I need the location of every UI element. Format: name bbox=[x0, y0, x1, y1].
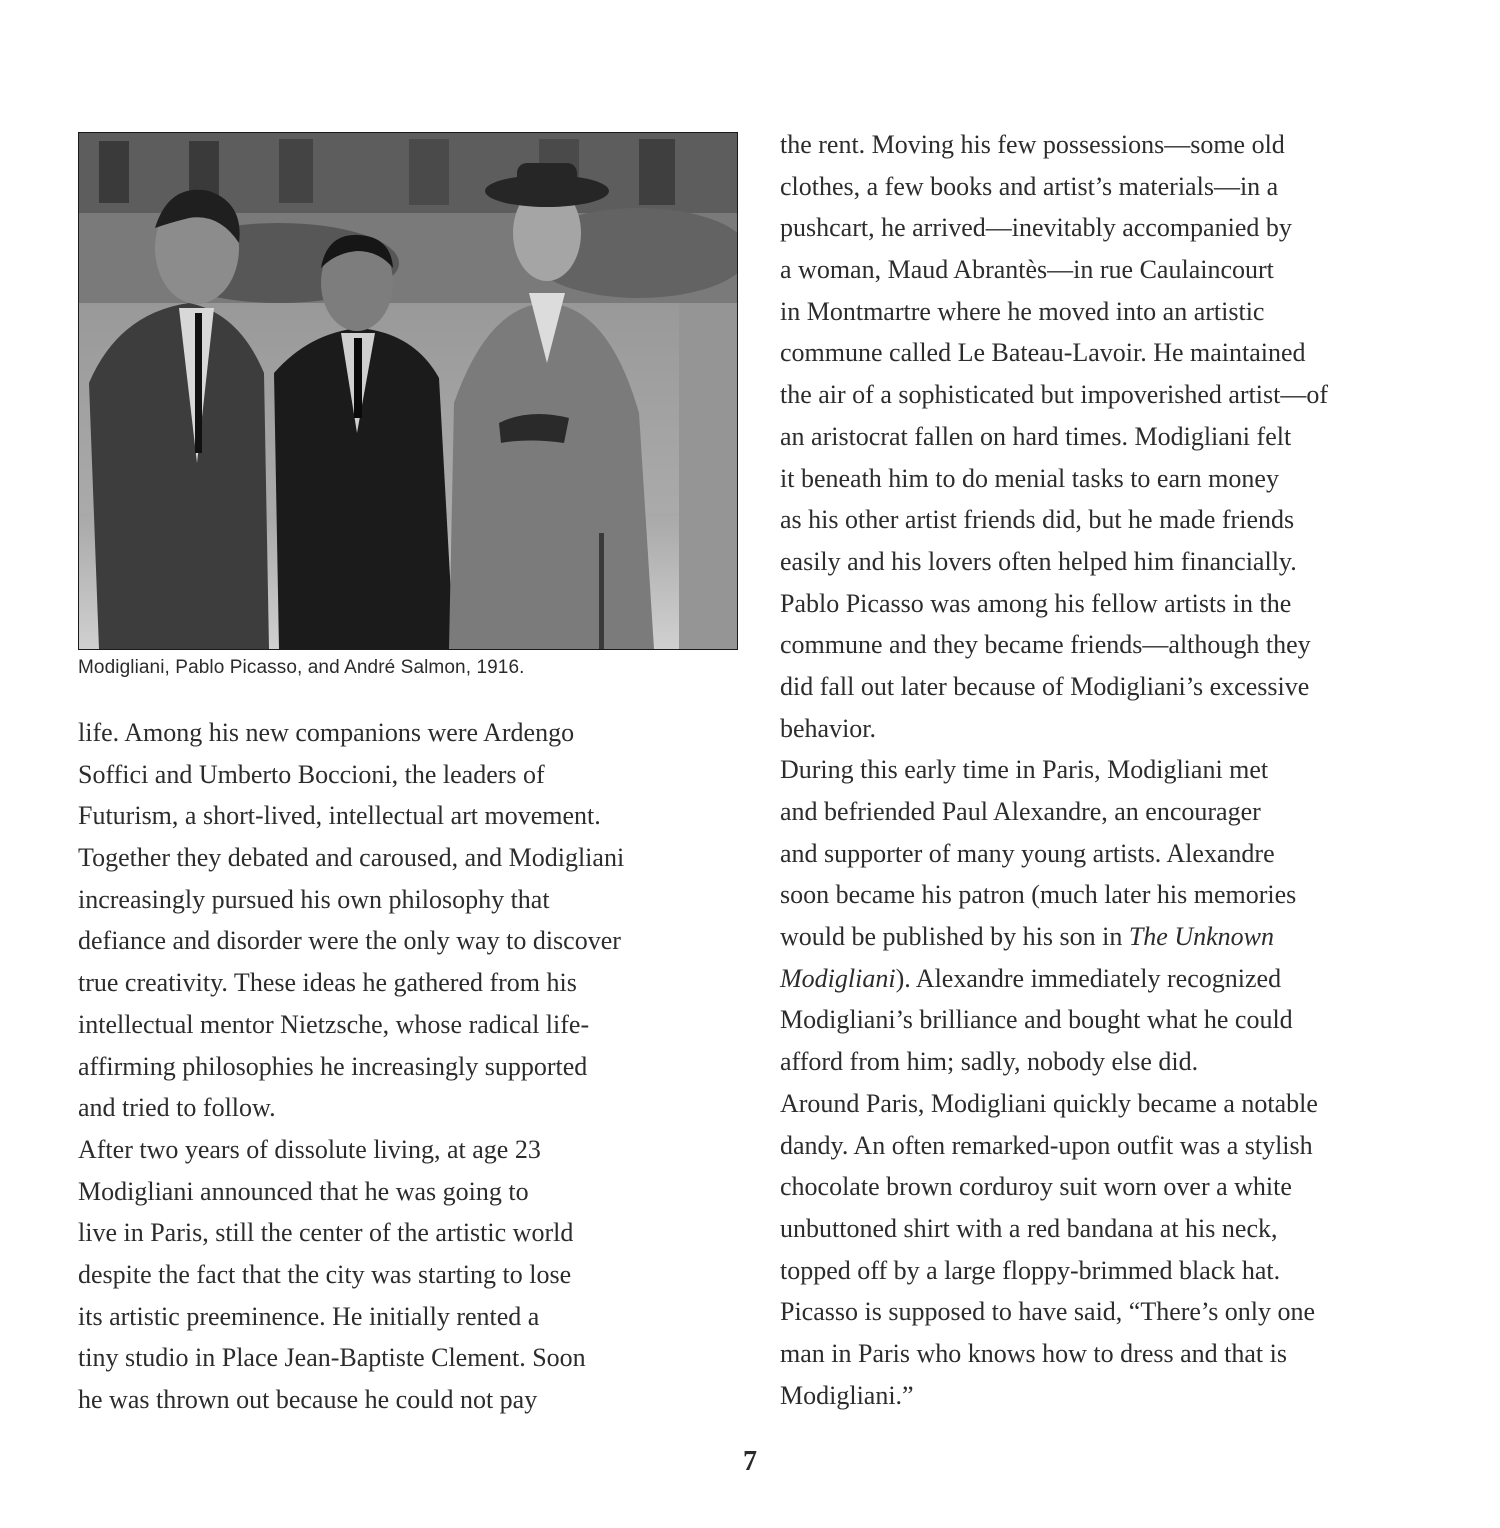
text-line: topped off by a large floppy-brimmed black hat. bbox=[780, 1255, 1281, 1285]
text-line: commune called Le Bateau-Lavoir. He maintained bbox=[780, 338, 1306, 368]
text-line: afford from him; sadly, nobody else did. bbox=[780, 1047, 1199, 1077]
text-line: intellectual mentor Nietzsche, whose radical life- bbox=[78, 1009, 590, 1039]
text-line: as his other artist friends did, but he made friends bbox=[780, 505, 1295, 535]
book-title-italic: The Unknown bbox=[1128, 922, 1275, 952]
right-column-text bbox=[780, 124, 1328, 1416]
text-line: the rent. Moving his few possessions—some old bbox=[780, 130, 1285, 159]
text-line: its artistic preeminence. He initially rented a bbox=[78, 1301, 540, 1331]
text-line: During this early time in Paris, Modigliani met bbox=[780, 755, 1269, 785]
text-line: tiny studio in Place Jean-Baptiste Clement. Soon bbox=[78, 1343, 586, 1373]
text-line: Modigliani announced that he was going to bbox=[78, 1176, 529, 1206]
text-line: and supporter of many young artists. Alexandre bbox=[780, 838, 1275, 868]
text-line: dandy. An often remarked-upon outfit was a stylish bbox=[780, 1130, 1313, 1160]
text-line: a woman, Maud Abrantès—in rue Caulaincourt bbox=[780, 255, 1274, 285]
text-line: and befriended Paul Alexandre, an encourager bbox=[780, 797, 1261, 826]
text-segment: would be published by his son in bbox=[780, 922, 1129, 952]
book-title-italic: Modigliani bbox=[780, 963, 896, 993]
text-line: Modigliani’s brilliance and bought what he could bbox=[780, 1005, 1293, 1035]
text-line: Pablo Picasso was among his fellow artists in the bbox=[780, 588, 1292, 618]
text-line: Soffici and Umberto Boccioni, the leaders of bbox=[78, 759, 545, 789]
text-line: an aristocrat fallen on hard times. Modigliani felt bbox=[780, 421, 1292, 451]
text-line: live in Paris, still the center of the artistic world bbox=[78, 1218, 574, 1248]
text-line: Together they debated and caroused, and Modigliani bbox=[78, 843, 625, 873]
left-column-text bbox=[78, 712, 624, 1421]
text-line: defiance and disorder were the only way to discover bbox=[78, 926, 621, 956]
text-line: affirming philosophies he increasingly supported bbox=[78, 1051, 588, 1081]
text-line: Futurism, a short-lived, intellectual art movement. bbox=[78, 801, 601, 831]
text-line: easily and his lovers often helped him financially. bbox=[780, 546, 1297, 576]
text-line: soon became his patron (much later his memories bbox=[780, 880, 1297, 910]
text-line: despite the fact that the city was starting to lose bbox=[78, 1259, 572, 1289]
text-line: Around Paris, Modigliani quickly became a notable bbox=[780, 1088, 1318, 1118]
text-line: behavior. bbox=[780, 713, 877, 743]
text-segment: ). Alexandre immediately recognized bbox=[895, 963, 1282, 993]
text-line: After two years of dissolute living, at age 23 bbox=[78, 1134, 541, 1164]
text-line: unbuttoned shirt with a red bandana at his neck, bbox=[780, 1213, 1278, 1243]
text-line: Modigliani.” bbox=[780, 1380, 914, 1410]
text-line bbox=[780, 958, 1328, 1000]
text-line: and tried to follow. bbox=[78, 1093, 276, 1123]
text-line: man in Paris who knows how to dress and that is bbox=[780, 1338, 1287, 1368]
text-line: commune and they became friends—although they bbox=[780, 630, 1311, 660]
text-line bbox=[780, 916, 1328, 958]
photograph-image bbox=[79, 133, 737, 649]
text-line: did fall out later because of Modigliani’s excessive bbox=[780, 671, 1310, 701]
page-number: 7 bbox=[743, 1446, 757, 1477]
text-line: life. Among his new companions were Ardengo bbox=[78, 718, 575, 747]
text-line: the air of a sophisticated but impoverished artist—of bbox=[780, 380, 1329, 410]
text-line: true creativity. These ideas he gathered from his bbox=[78, 968, 577, 998]
text-line: he was thrown out because he could not pay bbox=[78, 1385, 538, 1414]
text-line: in Montmartre where he moved into an artistic bbox=[780, 296, 1265, 326]
text-line: chocolate brown corduroy suit worn over a white bbox=[780, 1172, 1292, 1202]
text-line: it beneath him to do menial tasks to earn money bbox=[780, 463, 1279, 493]
text-line: Picasso is supposed to have said, “There’s only one bbox=[780, 1297, 1316, 1327]
photograph bbox=[78, 132, 738, 650]
text-line: pushcart, he arrived—inevitably accompanied by bbox=[780, 213, 1292, 243]
text-line: clothes, a few books and artist’s materials—in a bbox=[780, 171, 1279, 201]
photo-caption: Modigliani, Pablo Picasso, and André Salmon, 1916. bbox=[78, 657, 525, 678]
text-line: increasingly pursued his own philosophy that bbox=[78, 884, 550, 914]
